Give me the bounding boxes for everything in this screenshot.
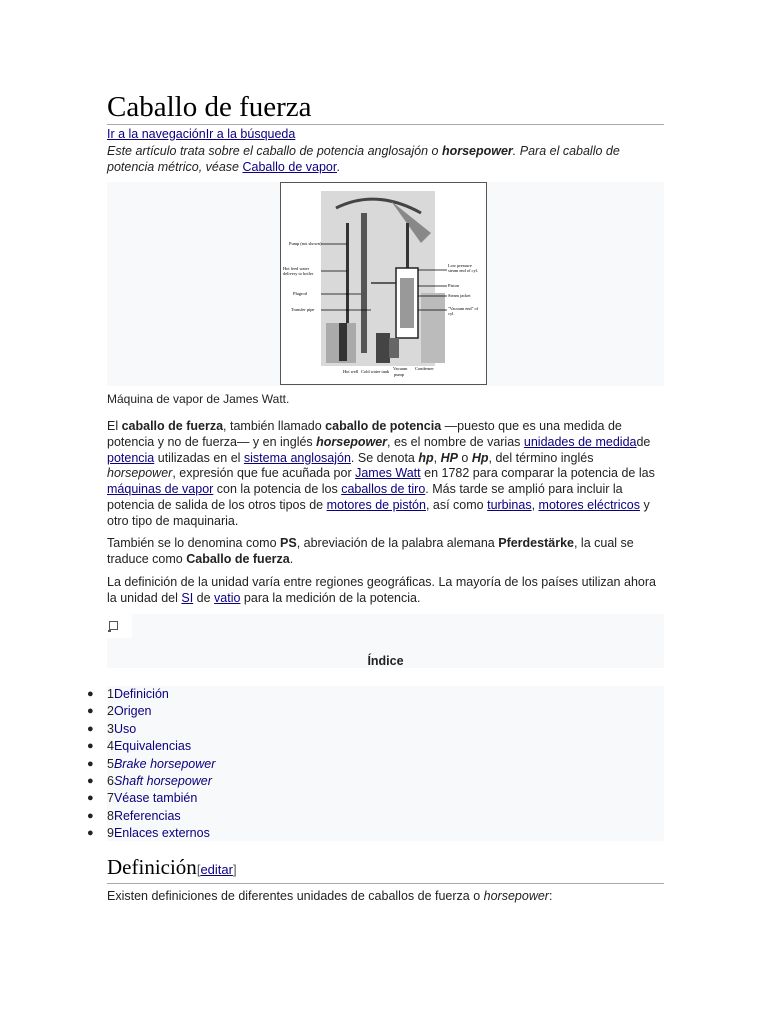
page-title: Caballo de fuerza: [107, 90, 664, 125]
toc-label[interactable]: Brake horsepower: [113, 756, 216, 771]
label-delivery: delivery to boiler: [283, 271, 314, 276]
caballos-de-tiro-link[interactable]: caballos de tiro: [341, 482, 426, 497]
toc-list: [87, 686, 664, 841]
hatnote-bold: horsepower: [441, 144, 513, 158]
label-hot-feed: Hot feed water: [283, 266, 310, 271]
text: También se lo denomina como: [107, 536, 281, 550]
motores-electricos-link[interactable]: motores eléctricos: [538, 497, 640, 512]
label-plugrod: Plugrod: [293, 291, 307, 296]
toc-item-vease-tambien[interactable]: [87, 790, 664, 807]
label-steam-jacket: Steam jacket: [448, 293, 471, 298]
toc-number: 5: [107, 756, 114, 771]
bold-term: Pferdestärke: [498, 536, 574, 550]
maquinas-de-vapor-link[interactable]: máquinas de vapor: [107, 482, 214, 497]
bold-term: caballo de fuerza: [121, 419, 224, 433]
text: .: [289, 551, 294, 566]
si-link[interactable]: SI: [181, 590, 194, 605]
hot-well-tank: [339, 323, 347, 361]
italic-term: horsepower: [483, 889, 549, 903]
definition-variation-paragraph: [107, 575, 664, 607]
label-cold-water-tank: Cold water tank: [361, 369, 390, 374]
toc-number: 8: [107, 808, 114, 823]
label-cyl: cyl.: [448, 311, 455, 316]
hatnote: [107, 143, 664, 175]
bullet-icon: ●: [87, 722, 94, 735]
edit-section: [197, 862, 237, 877]
hatnote-text: . Para el caballo de potencia métrico, véase: [107, 144, 620, 174]
label-pump-word: pump: [394, 372, 405, 377]
label-hot-well: Hot well: [343, 369, 359, 374]
bold-italic-term: Hp: [471, 450, 489, 465]
figure-caption: Máquina de vapor de James Watt.: [107, 392, 290, 406]
text: o: [457, 450, 472, 465]
bullet-icon: ●: [87, 705, 94, 718]
text: , expresión que fue acuñada por: [172, 466, 356, 481]
bold-term: PS: [280, 536, 297, 550]
text: de: [193, 590, 215, 605]
hatnote-text: Este artículo trata sobre el caballo de potencia anglosajón o: [107, 144, 442, 158]
label-piston: Piston: [448, 283, 459, 288]
motores-de-piston-link[interactable]: motores de pistón: [326, 497, 426, 512]
bold-italic-term: horsepower: [316, 434, 388, 449]
toc-label[interactable]: Shaft horsepower: [113, 773, 212, 788]
toc-number: 3: [107, 721, 114, 736]
toc-number: 1: [107, 687, 114, 701]
caballo-de-vapor-link[interactable]: Caballo de vapor: [242, 160, 338, 174]
toc-label[interactable]: Origen: [113, 704, 152, 719]
text: Existen definiciones de diferentes unidades de caballos de fuerza o: [107, 889, 484, 903]
figure-container: [107, 182, 664, 386]
label-low-pressure: Low pressure: [448, 263, 472, 268]
toc-number: 7: [107, 791, 114, 806]
steam-engine-diagram: [281, 183, 486, 384]
text: para la medición de la potencia.: [240, 590, 421, 605]
turbinas-link[interactable]: turbinas: [487, 497, 532, 512]
toc-toggle-area: [107, 614, 132, 638]
text: , es el nombre de varias: [387, 434, 524, 449]
jump-links: [107, 127, 295, 142]
text: —puesto que es una medida de potencia y no de fuerza— y en inglés: [107, 419, 622, 449]
text: en 1782 para comparar la potencia de las: [420, 466, 655, 481]
bold-term: caballo de potencia: [325, 419, 442, 433]
text: La definición de la unidad varía entre regiones geográficas. La mayoría de los países utilizan ahora la unidad del: [107, 575, 656, 605]
unidades-de-medida-link[interactable]: unidades de medida: [523, 434, 637, 449]
masonry-right: [421, 293, 445, 363]
text: , así como: [425, 497, 488, 512]
text: de: [636, 434, 651, 449]
toc-item-uso[interactable]: [87, 721, 664, 738]
text: , del término inglés: [488, 450, 594, 465]
toc-toggle-checkbox[interactable]: [109, 621, 118, 630]
toc-label[interactable]: Definición: [113, 687, 169, 701]
bold-italic-term: hp: [418, 450, 434, 465]
toc-label[interactable]: Véase también: [113, 791, 198, 806]
toc-header: [107, 614, 664, 668]
toc-label[interactable]: Equivalencias: [113, 739, 192, 754]
jump-to-navigation-link[interactable]: Ir a la navegación: [107, 127, 206, 141]
bullet-icon: ●: [87, 827, 94, 840]
james-watt-link[interactable]: James Watt: [355, 466, 421, 481]
italic-term: horsepower: [107, 466, 173, 481]
vacuum-pump-body: [376, 333, 390, 363]
toc-number: 6: [107, 773, 114, 788]
condenser-body: [389, 338, 399, 358]
text: con la potencia de los: [213, 482, 342, 497]
label-vacuum: Vacuum: [393, 366, 408, 371]
sistema-anglosajon-link[interactable]: sistema anglosajón: [243, 450, 351, 465]
toc-item-brake-horsepower[interactable]: [87, 756, 664, 773]
cylinder-inner: [400, 278, 414, 328]
bold-term: Caballo de fuerza: [186, 551, 290, 566]
toc-title: Índice: [367, 654, 404, 668]
toc-item-shaft-horsepower[interactable]: [87, 773, 664, 790]
toc-number: 4: [107, 739, 114, 754]
text: ,: [433, 450, 441, 465]
text: utilizadas en el: [154, 450, 244, 465]
toc-label[interactable]: Referencias: [113, 808, 181, 823]
ps-paragraph: [107, 536, 664, 568]
text: , también llamado: [223, 419, 326, 433]
bullet-icon: ●: [87, 774, 94, 787]
edit-bracket: ]: [232, 862, 237, 877]
bullet-icon: ●: [87, 740, 94, 753]
text: , abreviación de la palabra alemana: [296, 536, 499, 550]
toc-label[interactable]: Enlaces externos: [113, 826, 210, 841]
hatnote-text: .: [337, 160, 341, 174]
toc-item-origen[interactable]: [87, 703, 664, 720]
toc-item-enlaces-externos[interactable]: [87, 825, 664, 842]
toc-number: 2: [107, 704, 114, 719]
toc-number: 9: [107, 826, 114, 841]
definition-paragraph: [107, 889, 664, 905]
label-condenser: Condenser: [415, 366, 434, 371]
edit-bracket: [: [196, 862, 201, 877]
intro-paragraph: [107, 419, 664, 530]
section-heading-text: Definición: [107, 855, 197, 879]
label-transfer-pipe: Transfer pipe: [291, 307, 315, 312]
bullet-icon: ●: [87, 757, 94, 770]
jump-to-search-link[interactable]: Ir a la búsqueda: [205, 127, 296, 141]
label-pump: Pump (not shown): [289, 241, 322, 246]
text: :: [548, 889, 553, 903]
toc-label[interactable]: Uso: [113, 721, 137, 736]
text: y otro tipo de maquinaria.: [107, 497, 650, 528]
label-vacuum-end: "Vacuum end" of: [448, 306, 479, 311]
text: , la cual se traduce como: [107, 536, 634, 566]
watt-steam-engine-image[interactable]: [280, 182, 487, 385]
label-steam-end: steam end of cyl.: [448, 268, 478, 273]
vatio-link[interactable]: vatio: [214, 590, 241, 605]
center-column: [361, 213, 367, 353]
text: . Más tarde se amplió para incluir la potencia de salida de los otros tipos de: [107, 482, 623, 512]
text: ,: [531, 497, 539, 512]
bullet-icon: ●: [87, 688, 94, 700]
text: . Se denota: [350, 450, 419, 465]
edit-section-link[interactable]: editar: [200, 862, 233, 877]
bullet-icon: ●: [87, 792, 94, 805]
potencia-link[interactable]: potencia: [107, 450, 155, 465]
section-heading-definicion: [107, 854, 664, 884]
toc-item-referencias[interactable]: [87, 808, 664, 825]
bold-italic-term: HP: [440, 450, 458, 465]
bullet-icon: ●: [87, 809, 94, 822]
text: El: [107, 419, 122, 433]
toc-item-definicion[interactable]: [87, 686, 664, 703]
toc-item-equivalencias[interactable]: [87, 738, 664, 755]
